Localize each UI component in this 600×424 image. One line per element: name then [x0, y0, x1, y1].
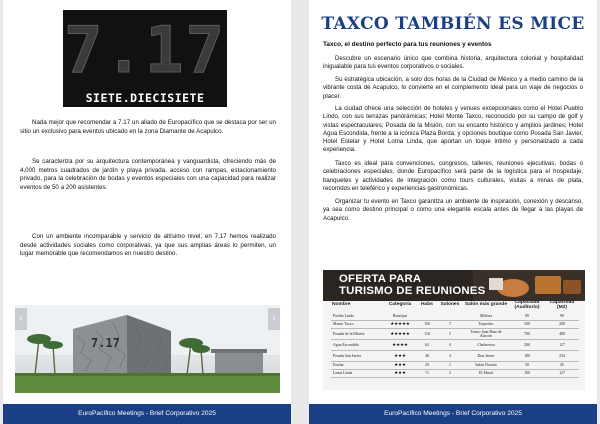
col-header-capacidad-m2: Capacidad (M2)	[549, 299, 575, 310]
cell-cap-m2: 45	[545, 361, 579, 369]
logo-number: 7.17	[63, 14, 227, 88]
venue-building-illustration	[15, 305, 280, 393]
cell-salon: Teatro Juan Ruiz de Alarcón	[463, 328, 509, 339]
cell-categoria: ★★★★★	[383, 328, 417, 339]
col-header-habs: Habs	[421, 302, 433, 307]
cell-categoria: ★★★	[383, 369, 417, 377]
right-paragraph-1: Descubre un escenario único que combina historia, arquitectura colonial y hospitalidad inigualable para tus eventos corporativos o sociales.	[323, 55, 583, 71]
venue-logo	[63, 10, 227, 107]
cell-cap-auditorio: 50	[509, 361, 545, 369]
table-header-row	[331, 297, 579, 312]
cell-cap-auditorio: 180	[509, 350, 545, 361]
cell-salones: 7	[437, 320, 463, 328]
cell-salon: Melissa	[463, 312, 509, 320]
cell-habs	[417, 312, 437, 320]
left-paragraph-1: Nada mejor que recomendar a 7.17 un aliado de Europacífico que se destaca por ser un sitio un exclusivo para eventos ubicado en la zona Diamante de Acapulco.	[20, 119, 276, 135]
left-page	[3, 0, 291, 424]
page-subtitle: Taxco, el destino perfecto para tus reuniones y eventos	[323, 41, 492, 48]
cell-categoria: ★★★★	[383, 339, 417, 350]
venues-table	[331, 297, 579, 378]
cell-salones	[437, 312, 463, 320]
left-paragraph-2: Se caracteriza por su arquitectura contemporánea y vanguardista, ofreciendo más de 4,000 metros cuadrados de jardín y playa privada, acceso con rampas, estacionamiento privado, para la celebración de bodas y eventos especiales con una capacidad para realizar eventos de 50 a 200 asistentes.	[20, 158, 276, 191]
table-row	[331, 350, 579, 361]
offer-title	[339, 273, 485, 297]
cell-cap-m2: 90	[545, 312, 579, 320]
cell-salon: Tequesho	[463, 320, 509, 328]
offer-panel	[323, 270, 585, 390]
col-header-salones: Salones	[440, 302, 460, 307]
cell-nombre: Monte Taxco	[331, 320, 383, 328]
right-page	[309, 0, 597, 424]
venue-photo	[15, 305, 280, 393]
cell-nombre: Agua Escondida	[331, 339, 383, 350]
offer-title-line-1: OFERTA PARA	[339, 273, 422, 285]
cell-nombre: Posada de la Misión	[331, 328, 383, 339]
page-title: TAXCO TAMBIÉN ES MICE	[321, 14, 585, 34]
cell-salones: 4	[437, 350, 463, 361]
table-row	[331, 312, 579, 320]
cell-cap-auditorio: 200	[509, 339, 545, 350]
cell-cap-m2: 234	[545, 350, 579, 361]
right-paragraph-2: Su estratégica ubicación, a solo dos horas de la Ciudad de México y a medio camino de la vibrante costa de Acapulco, lo convierte en el complemento ideal para un viaje de negocios o placer.	[323, 76, 583, 100]
cell-cap-m2: 200	[545, 320, 579, 328]
cell-nombre: Pueblo Lindo	[331, 312, 383, 320]
cell-categoria: ★★★	[383, 361, 417, 369]
cell-categoria: Boutique	[383, 312, 417, 320]
building-sign: 7.17	[91, 336, 120, 350]
cell-habs: 71	[417, 369, 437, 377]
logo-brand-text: SIETE.DIECISIETE	[85, 91, 205, 105]
table-row	[331, 328, 579, 339]
table-row	[331, 339, 579, 350]
right-page-footer: EuroPacífico Meetings - Brief Corporativo 2025	[309, 404, 597, 424]
col-header-salon-mas-grande: Salón más grande	[464, 302, 508, 307]
left-page-footer: EuroPacífico Meetings - Brief Corporativo 2025	[3, 404, 291, 424]
photo-prev-arrow-icon[interactable]: ‹	[15, 308, 27, 330]
right-paragraph-4: Taxco es ideal para convenciones, congresos, talleres, reuniones ejecutivas, bodas o celebraciones especiales, donde Europacífico será parte de la logística para el hospedaje, banquetes y actividades de integración como tours culturales, visitas a minas de plata, recorridos en teleférico y experiencias gastronómicas.	[323, 160, 583, 192]
cell-cap-m2: 127	[545, 369, 579, 377]
cell-habs: 62	[417, 339, 437, 350]
cell-nombre: Estelar	[331, 361, 383, 369]
cell-salones: 5	[437, 328, 463, 339]
offer-title-line-2: TURISMO DE REUNIONES	[339, 285, 486, 298]
cell-salones: 1	[437, 361, 463, 369]
cell-salones: 2	[437, 369, 463, 377]
cell-salon: El Mural	[463, 369, 509, 377]
cell-habs: 29	[417, 361, 437, 369]
photo-next-arrow-icon[interactable]: ›	[268, 308, 280, 330]
col-header-capacidad-auditorio: Capacidad (Auditorio)	[514, 299, 540, 310]
cell-categoria: ★★★★★	[383, 320, 417, 328]
right-paragraph-5: Organizar tu evento en Taxco garantiza un ambiente de inspiración, conexión y descanso, ya sea como destino principal o como una elegante escala antes de llegar a las playas de Acapulco.	[323, 198, 583, 222]
table-row	[331, 369, 579, 377]
left-paragraph-3: Con un ambiente incomparable y servicio de altísimo nivel, en 7.17 hemos realizado desde actividades sociales como corporativas, ya que sus amplias áreas lo permiten, un lugar memorable que recomendamos en nuestro destino.	[20, 233, 276, 258]
cell-nombre: Loma Linda	[331, 369, 383, 377]
cell-salon: Don Javier	[463, 350, 509, 361]
col-header-nombre: Nombre	[332, 302, 351, 307]
cell-nombre: Posada San Javier	[331, 350, 383, 361]
cell-cap-auditorio: 100	[509, 369, 545, 377]
cell-cap-auditorio: 90	[509, 312, 545, 320]
cell-cap-m2: 127	[545, 339, 579, 350]
cell-categoria: ★★★	[383, 350, 417, 361]
cell-habs: 156	[417, 320, 437, 328]
cell-cap-m2: 480	[545, 328, 579, 339]
cell-cap-auditorio: 700	[509, 328, 545, 339]
cell-habs: 110	[417, 328, 437, 339]
table-row	[331, 361, 579, 369]
table-row	[331, 320, 579, 328]
right-paragraph-3: La ciudad ofrece una selección de hoteles y venues excepcionales como el Hotel Pueblo Lindo, con sus terrazas panorámicas; Hotel Monte Taxco, reconocido por su campo de golf y vistas espectaculares; Posada de la Misión, con su encanto histórico y amplios jardines; Hotel Agua Escondida, frente a la icónica Plaza Borda; y opciones boutique como Posada San Javier, Hotel Estelar y Hotel Loma Linda, que aportan un toque íntimo y personalizado a cada experiencia.	[323, 105, 583, 154]
cell-habs: 40	[417, 350, 437, 361]
cell-salon: Salón Dorado	[463, 361, 509, 369]
col-header-categoria: Categoría	[388, 302, 412, 307]
cell-salones: 4	[437, 339, 463, 350]
cell-cap-auditorio: 500	[509, 320, 545, 328]
cell-salon: Chalavessa	[463, 339, 509, 350]
